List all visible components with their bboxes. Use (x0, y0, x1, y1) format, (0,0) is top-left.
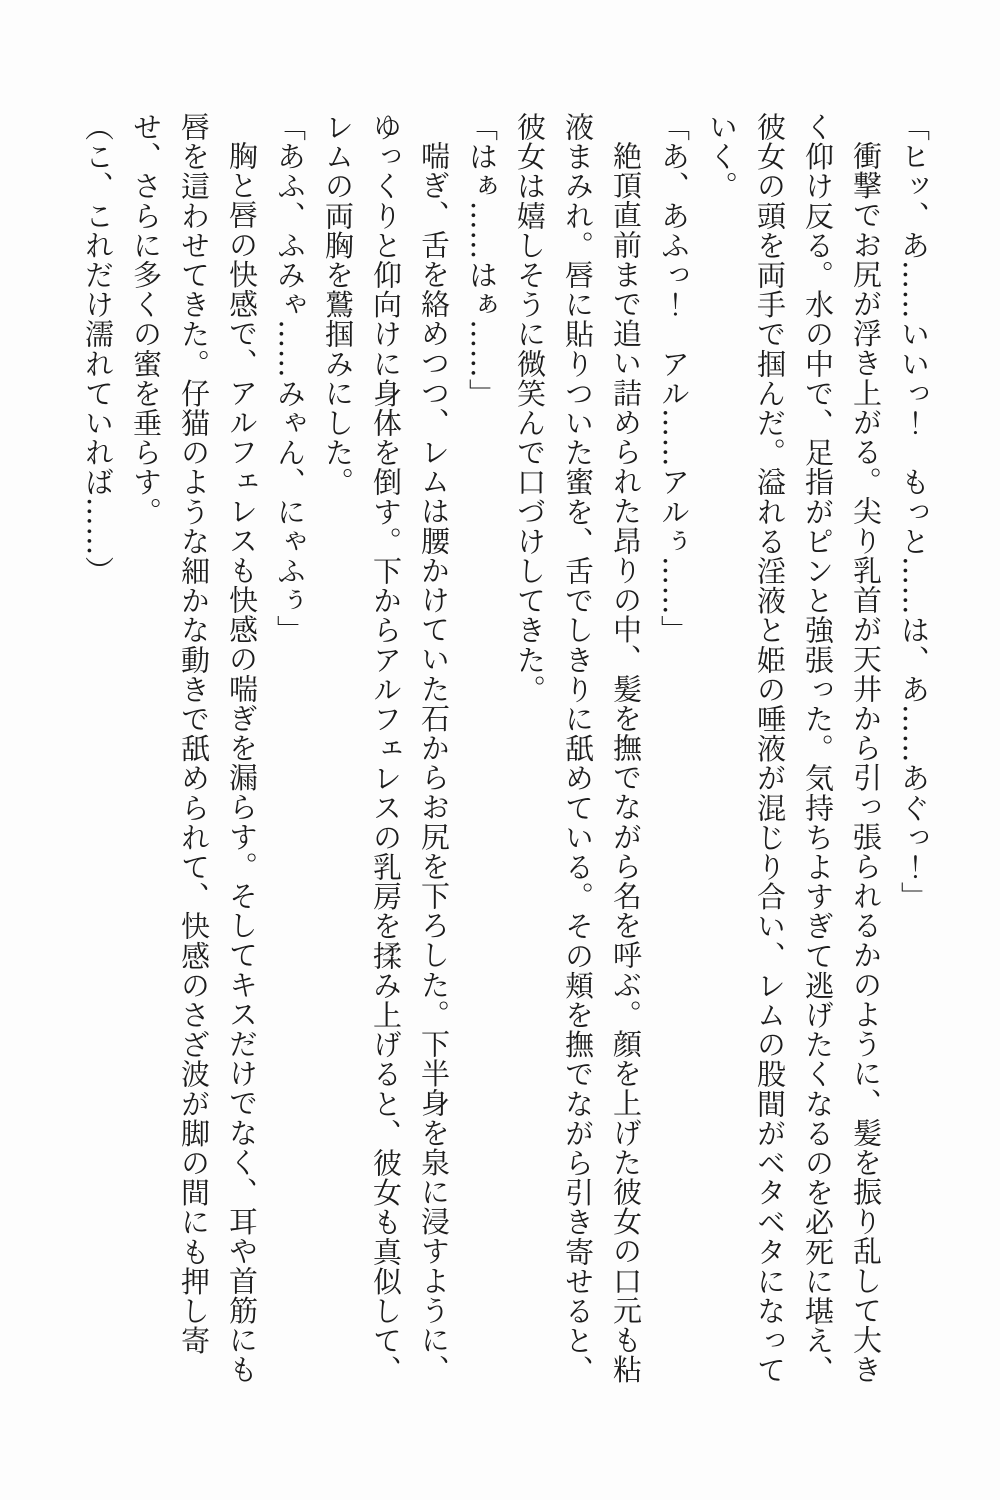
paragraph-dialogue: 「ヒッ、あ……いいっ！ もっと……は、あ……あぐっ！」 (897, 112, 931, 912)
paragraph-dialogue: 「はぁ……はぁ……」 (465, 112, 499, 408)
vertical-text-block (58, 112, 938, 1386)
paragraph-narration: 絶頂直前まで追い詰められた昂りの中、髪を撫でながら名を呼ぶ。顔を上げた彼女の口元も粘液まみれ。唇に貼りついた蜜を、舌でしきりに舐めている。その頬を撫でながら引き寄せると、彼女は嬉しそうに微笑んで口づけしてきた。 (513, 112, 643, 1385)
paragraph-narration: 胸と唇の快感で、アルフェレスも快感の喘ぎを漏らす。そしてキスだけでなく、耳や首筋にも唇を這わせてきた。仔猫のような細かな動きで舐められて、快感のさざ波が脚の間にも押し寄せ、さらに多くの蜜を垂らす。 (129, 112, 259, 1385)
paragraph-narration: 喘ぎ、舌を絡めつつ、レムは腰かけていた石からお尻を下ろした。下半身を泉に浸すように、ゆっくりと仰向けに身体を倒す。下からアルフェレスの乳房を揉み上げると、彼女も真似して、レムの両胸を鷲掴みにした。 (321, 112, 451, 1385)
paragraph-narration: 衝撃でお尻が浮き上がる。尖り乳首が天井から引っ張られるかのように、髪を振り乱して大きく仰け反る。水の中で、足指がピンと強張った。気持ちよすぎて逃げたくなるのを必死に堪え、彼女の頭を両手で掴んだ。溢れる淫液と姫の唾液が混じり合い、レムの股間がベタベタになっていく。 (705, 112, 883, 1385)
paragraph-dialogue: 「あふ、ふみゃ……みゃん、にゃふぅ」 (273, 112, 307, 645)
paragraph-thought: （こ、これだけ濡れていれば……） (81, 112, 115, 586)
paragraph-dialogue: 「あ、あふっ！ アル……アルぅ……」 (657, 112, 691, 645)
